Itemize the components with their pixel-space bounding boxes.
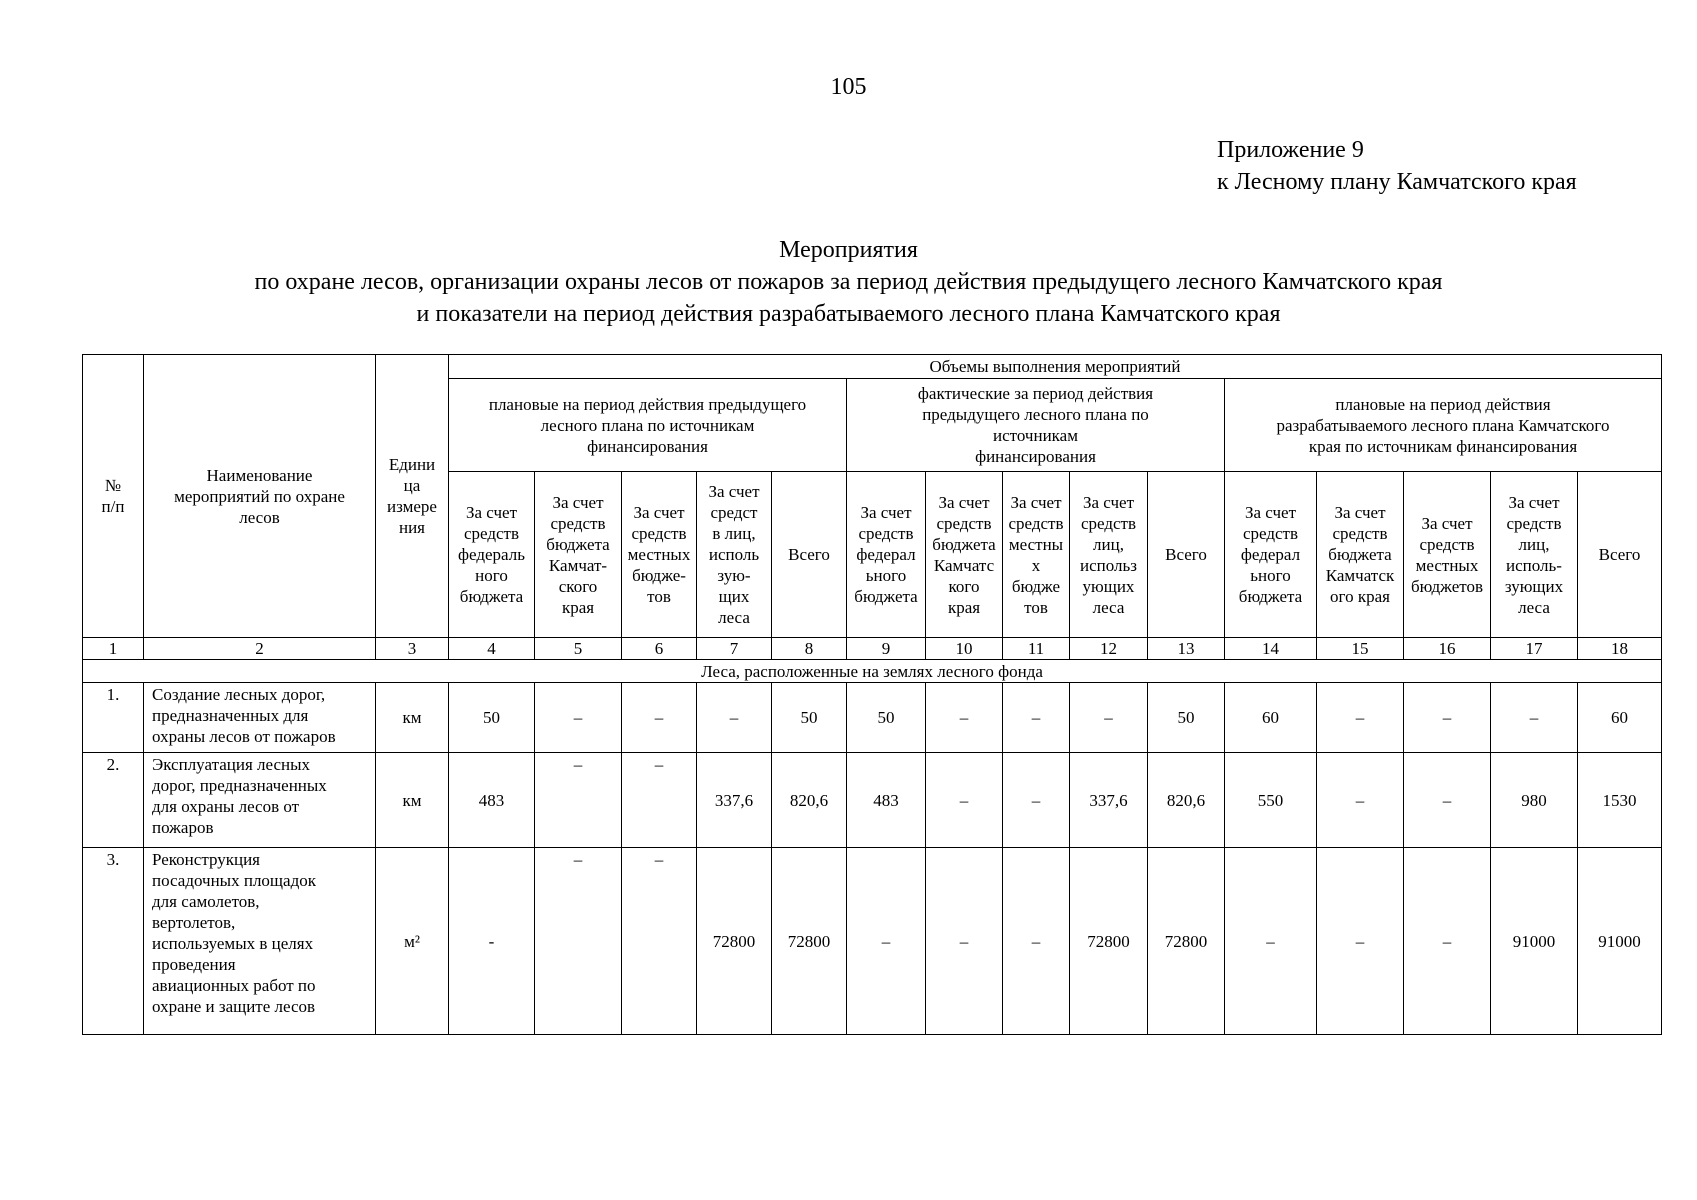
column-number: 1: [83, 638, 144, 660]
section-header: Леса, расположенные на землях лесного фонда: [83, 660, 1662, 683]
header-col-15: За счет средств бюджета Камчатск ого края: [1317, 472, 1404, 638]
table-row: [83, 683, 1662, 753]
table-cell: 550: [1225, 753, 1317, 848]
document-title: [0, 234, 1697, 330]
row-unit: км: [376, 753, 449, 848]
row-number: 2.: [83, 753, 144, 848]
table-cell: –: [622, 753, 697, 848]
appendix-note: [1217, 134, 1577, 198]
table-cell: –: [926, 848, 1003, 1035]
table-cell: 820,6: [772, 753, 847, 848]
table-cell: –: [1003, 683, 1070, 753]
header-col-14: За счет средств федерал ьного бюджета: [1225, 472, 1317, 638]
row-number: 3.: [83, 848, 144, 1035]
table-cell: –: [926, 683, 1003, 753]
column-number: 12: [1070, 638, 1148, 660]
row-unit: м²: [376, 848, 449, 1035]
header-col-8: Всего: [772, 472, 847, 638]
header-col-18: Всего: [1578, 472, 1662, 638]
header-group-planned-new: плановые на период действия разрабатываемого лесного плана Камчатского края по источникам финансирования: [1225, 379, 1662, 472]
header-num: № п/п: [83, 355, 144, 638]
table-cell: 72800: [697, 848, 772, 1035]
column-number: 7: [697, 638, 772, 660]
header-col-9: За счет средств федерал ьного бюджета: [847, 472, 926, 638]
table-cell: –: [1003, 848, 1070, 1035]
column-numbers-row: [83, 638, 1662, 660]
table-cell: 60: [1578, 683, 1662, 753]
column-number: 10: [926, 638, 1003, 660]
column-number: 14: [1225, 638, 1317, 660]
table-cell: 72800: [772, 848, 847, 1035]
table-cell: 483: [847, 753, 926, 848]
column-number: 13: [1148, 638, 1225, 660]
table-cell: 820,6: [1148, 753, 1225, 848]
table-cell: –: [697, 683, 772, 753]
table-cell: –: [535, 848, 622, 1035]
column-number: 15: [1317, 638, 1404, 660]
row-name: Реконструкция посадочных площадок для самолетов, вертолетов, используемых в целях проведения авиационных работ по охране и защите лесов: [144, 848, 376, 1035]
page-number: 105: [830, 74, 867, 100]
table-cell: –: [1317, 848, 1404, 1035]
header-group-planned-previous: плановые на период действия предыдущего лесного плана по источникам финансирования: [449, 379, 847, 472]
table-cell: 50: [772, 683, 847, 753]
column-number: 2: [144, 638, 376, 660]
header-col-10: За счет средств бюджета Камчатс кого края: [926, 472, 1003, 638]
table-cell: –: [1317, 753, 1404, 848]
table-cell: –: [535, 753, 622, 848]
table-cell: 483: [449, 753, 535, 848]
appendix-line-1: Приложение 9: [1217, 137, 1364, 163]
table-cell: 337,6: [1070, 753, 1148, 848]
table-cell: 91000: [1578, 848, 1662, 1035]
table-cell: –: [1317, 683, 1404, 753]
table-cell: -: [449, 848, 535, 1035]
table-cell: 337,6: [697, 753, 772, 848]
table-cell: –: [1404, 683, 1491, 753]
column-number: 8: [772, 638, 847, 660]
column-number: 11: [1003, 638, 1070, 660]
table-cell: 1530: [1578, 753, 1662, 848]
appendix-line-2: к Лесному плану Камчатского края: [1217, 169, 1577, 195]
header-unit: Едини ца измере ния: [376, 355, 449, 638]
table-cell: 50: [847, 683, 926, 753]
table-cell: –: [1070, 683, 1148, 753]
column-number: 4: [449, 638, 535, 660]
row-name: Эксплуатация лесных дорог, предназначенных для охраны лесов от пожаров: [144, 753, 376, 848]
table-cell: 980: [1491, 753, 1578, 848]
table-cell: 91000: [1491, 848, 1578, 1035]
title-line-1: Мероприятия: [779, 237, 918, 263]
table-cell: –: [1491, 683, 1578, 753]
column-number: 9: [847, 638, 926, 660]
header-group-actual-previous: фактические за период действия предыдущего лесного плана по источникам финансирования: [847, 379, 1225, 472]
table-cell: –: [926, 753, 1003, 848]
table-cell: 60: [1225, 683, 1317, 753]
column-number: 5: [535, 638, 622, 660]
row-number: 1.: [83, 683, 144, 753]
table-cell: –: [1003, 753, 1070, 848]
table-cell: –: [1225, 848, 1317, 1035]
table-cell: –: [847, 848, 926, 1035]
header-name: Наименование мероприятий по охране лесов: [144, 355, 376, 638]
header-volumes: Объемы выполнения мероприятий: [449, 355, 1662, 379]
table-cell: 50: [449, 683, 535, 753]
column-number: 17: [1491, 638, 1578, 660]
header-col-16: За счет средств местных бюджетов: [1404, 472, 1491, 638]
header-col-17: За счет средств лиц, исполь- зующих леса: [1491, 472, 1578, 638]
table-cell: –: [622, 683, 697, 753]
table-row: [83, 848, 1662, 1035]
header-col-11: За счет средств местны х бюдже тов: [1003, 472, 1070, 638]
column-number: 18: [1578, 638, 1662, 660]
table-row: [83, 753, 1662, 848]
header-col-5: За счет средств бюджета Камчат- ского края: [535, 472, 622, 638]
table-cell: –: [1404, 848, 1491, 1035]
header-col-7: За счет средст в лиц, исполь зую- щих леса: [697, 472, 772, 638]
row-name: Создание лесных дорог, предназначенных для охраны лесов от пожаров: [144, 683, 376, 753]
table-cell: 72800: [1070, 848, 1148, 1035]
header-col-4: За счет средств федераль ного бюджета: [449, 472, 535, 638]
header-col-13: Всего: [1148, 472, 1225, 638]
measures-table: [82, 354, 1662, 1035]
column-number: 16: [1404, 638, 1491, 660]
table-cell: 72800: [1148, 848, 1225, 1035]
table-cell: 50: [1148, 683, 1225, 753]
table-cell: –: [1404, 753, 1491, 848]
column-number: 3: [376, 638, 449, 660]
table-cell: –: [622, 848, 697, 1035]
column-number: 6: [622, 638, 697, 660]
title-line-2: по охране лесов, организации охраны лесов от пожаров за период действия предыдущего лесного Камчатского края: [254, 269, 1443, 295]
header-col-12: За счет средств лиц, использ ующих леса: [1070, 472, 1148, 638]
header-col-6: За счет средств местных бюдже- тов: [622, 472, 697, 638]
row-unit: км: [376, 683, 449, 753]
title-line-3: и показатели на период действия разрабатываемого лесного плана Камчатского края: [416, 301, 1281, 327]
table-cell: –: [535, 683, 622, 753]
